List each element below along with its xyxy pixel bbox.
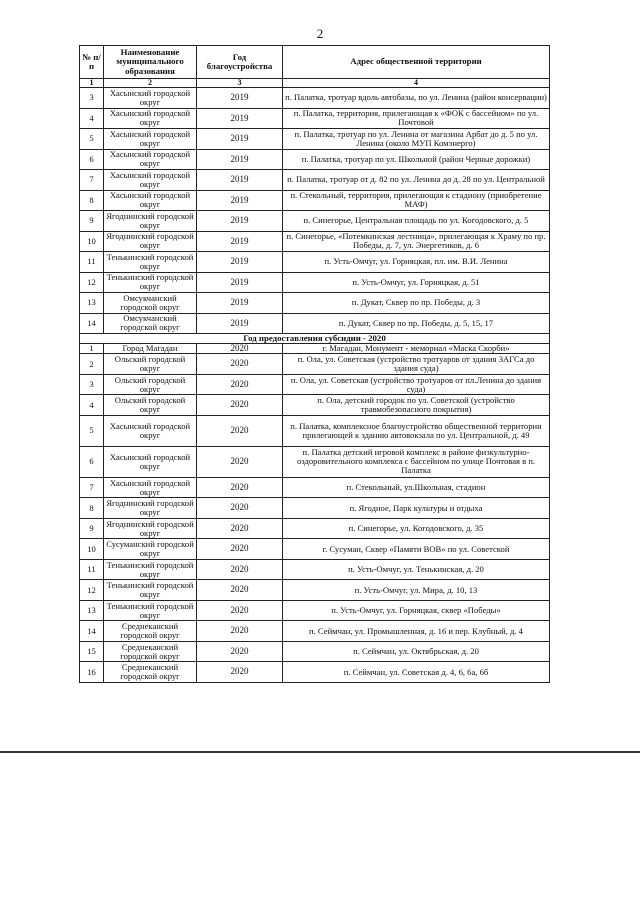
row-number: 12 <box>80 272 104 293</box>
row-number: 16 <box>80 662 104 683</box>
year-cell: 2020 <box>197 539 283 560</box>
header-row <box>80 46 550 79</box>
row-number: 10 <box>80 231 104 252</box>
table-row <box>80 477 550 498</box>
address-cell: п. Ола, детский городок по ул. Советской (устройство травмобезопасного покрытия) <box>283 395 550 416</box>
year-cell: 2020 <box>197 580 283 601</box>
municipality-cell: Омсукчанский городской округ <box>104 293 197 314</box>
table-row <box>80 293 550 314</box>
address-cell: п. Синегорье, Центральная площадь по ул. Когодовского, д. 5 <box>283 211 550 232</box>
table-row <box>80 231 550 252</box>
municipality-cell: Хасынский городской округ <box>104 129 197 150</box>
year-cell: 2020 <box>197 641 283 662</box>
municipality-cell: Хасынский городской округ <box>104 477 197 498</box>
table-row <box>80 272 550 293</box>
year-cell: 2019 <box>197 231 283 252</box>
row-number: 7 <box>80 170 104 191</box>
municipality-cell: Сусуманский городской округ <box>104 539 197 560</box>
public-territories-table <box>79 45 550 683</box>
year-cell: 2019 <box>197 129 283 150</box>
year-cell: 2020 <box>197 600 283 621</box>
table-row <box>80 211 550 232</box>
address-cell: г. Магадан, Монумент - мемориал «Маска Скорби» <box>283 344 550 354</box>
municipality-cell: Среднеканский городской округ <box>104 662 197 683</box>
year-cell: 2020 <box>197 415 283 446</box>
address-cell: п. Палатка, тротуар по ул. Ленина от магазина Арбат до д. 5 по ул. Ленина (около МУП Комэнерго) <box>283 129 550 150</box>
year-cell: 2019 <box>197 170 283 191</box>
address-cell: г. Сусуман, Сквер «Памяти ВОВ» по ул. Советской <box>283 539 550 560</box>
address-cell: п. Палатка, комплексное благоустройство общественной территории прилегающей к зданию автовокзала по ул. Центральной, д. 49 <box>283 415 550 446</box>
row-number: 11 <box>80 559 104 580</box>
row-number: 12 <box>80 580 104 601</box>
address-cell: п. Синегорье, ул. Когодовского, д. 35 <box>283 518 550 539</box>
row-number: 6 <box>80 446 104 477</box>
year-cell: 2019 <box>197 252 283 273</box>
address-cell: п. Дукат, Сквер по пр. Победы, д. 5, 15, 17 <box>283 313 550 334</box>
year-cell: 2020 <box>197 374 283 395</box>
municipality-cell: Ягоднинский городской округ <box>104 211 197 232</box>
municipality-cell: Хасынский городской округ <box>104 170 197 191</box>
address-cell: п. Дукат, Сквер по пр. Победы, д. 3 <box>283 293 550 314</box>
municipality-cell: Хасынский городской округ <box>104 149 197 170</box>
address-cell: п. Усть-Омчуг, ул. Горняцкая, пл. им. В.И. Ленина <box>283 252 550 273</box>
table-row <box>80 190 550 211</box>
year-cell: 2020 <box>197 518 283 539</box>
table-row <box>80 662 550 683</box>
column-number-row <box>80 79 550 88</box>
table-row <box>80 252 550 273</box>
row-number: 14 <box>80 621 104 642</box>
table-row <box>80 498 550 519</box>
address-cell: п. Сеймчан, ул. Промышленная, д. 16 и пер. Клубный, д. 4 <box>283 621 550 642</box>
row-number: 14 <box>80 313 104 334</box>
municipality-cell: Ольский городской округ <box>104 374 197 395</box>
column-number: 3 <box>197 79 283 88</box>
year-cell: 2020 <box>197 344 283 354</box>
address-cell: п. Ягодное, Парк культуры и отдыха <box>283 498 550 519</box>
column-number: 4 <box>283 79 550 88</box>
municipality-cell: Город Магадан <box>104 344 197 354</box>
municipality-cell: Ягоднинский городской округ <box>104 231 197 252</box>
row-number: 4 <box>80 395 104 416</box>
row-number: 11 <box>80 252 104 273</box>
municipality-cell: Омсукчанский городской округ <box>104 313 197 334</box>
row-number: 13 <box>80 293 104 314</box>
municipality-cell: Тенькинский городской округ <box>104 272 197 293</box>
table-row <box>80 88 550 109</box>
address-cell: п. Усть-Омчуг, ул. Горняцкая, сквер «Победы» <box>283 600 550 621</box>
address-cell: п. Сеймчан, ул. Октябрьская, д. 20 <box>283 641 550 662</box>
table-row <box>80 313 550 334</box>
municipality-cell: Ольский городской округ <box>104 354 197 375</box>
year-cell: 2020 <box>197 662 283 683</box>
page-divider <box>0 751 640 753</box>
address-cell: п. Стекольный, ул.Школьная, стадион <box>283 477 550 498</box>
table-row <box>80 600 550 621</box>
row-number: 8 <box>80 190 104 211</box>
municipality-cell: Хасынский городской округ <box>104 88 197 109</box>
year-cell: 2020 <box>197 395 283 416</box>
year-cell: 2019 <box>197 149 283 170</box>
municipality-cell: Ольский городской округ <box>104 395 197 416</box>
table-row <box>80 641 550 662</box>
row-number: 1 <box>80 344 104 354</box>
header-number: № п/п <box>80 46 104 79</box>
table-row <box>80 108 550 129</box>
municipality-cell: Тенькинский городской округ <box>104 252 197 273</box>
address-cell: п. Палатка, тротуар вдоль автобазы, по ул. Ленина (район консервации) <box>283 88 550 109</box>
table-row <box>80 539 550 560</box>
section-title: Год предоставления субсидии - 2020 <box>80 334 550 344</box>
address-cell: п. Палатка, территория, прилегающая к «ФОК с бассейном» по ул. Почтовой <box>283 108 550 129</box>
address-cell: п. Усть-Омчуг, ул. Тенькинская, д. 20 <box>283 559 550 580</box>
table-row <box>80 580 550 601</box>
table-row <box>80 395 550 416</box>
municipality-cell: Тенькинский городской округ <box>104 580 197 601</box>
municipality-cell: Ягоднинский городской округ <box>104 518 197 539</box>
address-cell: п. Синегорье, «Потемкинская лестница», прилегающая к Храму по пр. Победы, д. 7, ул. Энергетиков, д. 6 <box>283 231 550 252</box>
row-number: 5 <box>80 129 104 150</box>
municipality-cell: Хасынский городской округ <box>104 415 197 446</box>
column-number: 2 <box>104 79 197 88</box>
address-cell: п. Палатка детский игровой комплекс в районе физкультурно-оздоровительного комплекса с бассейном по улице Почтовая в п. Палатка <box>283 446 550 477</box>
year-cell: 2019 <box>197 88 283 109</box>
municipality-cell: Хасынский городской округ <box>104 190 197 211</box>
year-cell: 2019 <box>197 272 283 293</box>
table-row <box>80 354 550 375</box>
row-number: 9 <box>80 518 104 539</box>
rows-2020 <box>80 344 550 683</box>
municipality-cell: Хасынский городской округ <box>104 446 197 477</box>
address-cell: п. Сеймчан, ул. Советская д. 4, 6, 6а, 6б <box>283 662 550 683</box>
municipality-cell: Хасынский городской округ <box>104 108 197 129</box>
row-number: 10 <box>80 539 104 560</box>
row-number: 3 <box>80 374 104 395</box>
municipality-cell: Тенькинский городской округ <box>104 559 197 580</box>
year-cell: 2019 <box>197 211 283 232</box>
table-row <box>80 344 550 354</box>
municipality-cell: Среднеканский городской округ <box>104 641 197 662</box>
municipality-cell: Ягоднинский городской округ <box>104 498 197 519</box>
year-cell: 2020 <box>197 498 283 519</box>
page-number: 2 <box>316 26 324 41</box>
year-cell: 2020 <box>197 477 283 498</box>
section-2020 <box>80 334 550 344</box>
table-row <box>80 415 550 446</box>
row-number: 2 <box>80 354 104 375</box>
address-cell: п. Палатка, тротуар по ул. Школьной (район Черные дорожки) <box>283 149 550 170</box>
row-number: 4 <box>80 108 104 129</box>
address-cell: п. Усть-Омчуг, ул. Мира, д. 10, 13 <box>283 580 550 601</box>
row-number: 15 <box>80 641 104 662</box>
row-number: 3 <box>80 88 104 109</box>
address-cell: п. Палатка, тротуар от д. 82 по ул. Ленина до д. 28 по ул. Центральной <box>283 170 550 191</box>
row-number: 7 <box>80 477 104 498</box>
year-cell: 2019 <box>197 313 283 334</box>
municipality-cell: Тенькинский городской округ <box>104 600 197 621</box>
year-cell: 2019 <box>197 190 283 211</box>
municipality-cell: Среднеканский городской округ <box>104 621 197 642</box>
year-cell: 2019 <box>197 293 283 314</box>
table-row <box>80 621 550 642</box>
row-number: 13 <box>80 600 104 621</box>
address-cell: п. Стекольный, территория, прилегающая к стадиону (приобретение МАФ) <box>283 190 550 211</box>
column-number: 1 <box>80 79 104 88</box>
address-cell: п. Усть-Омчуг, ул. Горняцкая, д. 51 <box>283 272 550 293</box>
year-cell: 2020 <box>197 559 283 580</box>
row-number: 6 <box>80 149 104 170</box>
header-municipality: Наименование муниципального образования <box>104 46 197 79</box>
table-row <box>80 129 550 150</box>
address-cell: п. Ола, ул. Советская (устройство тротуаров от пл.Ленина до здания суда) <box>283 374 550 395</box>
year-cell: 2020 <box>197 446 283 477</box>
header-year: Год благоустройства <box>197 46 283 79</box>
table-row <box>80 446 550 477</box>
year-cell: 2019 <box>197 108 283 129</box>
table-row <box>80 559 550 580</box>
rows-2019 <box>80 88 550 334</box>
section-row <box>80 334 550 344</box>
table-row <box>80 170 550 191</box>
header-address: Адрес общественной территории <box>283 46 550 79</box>
row-number: 5 <box>80 415 104 446</box>
table-row <box>80 374 550 395</box>
address-cell: п. Ола, ул. Советская (устройство тротуаров от здания ЗАГСа до здания суда) <box>283 354 550 375</box>
year-cell: 2020 <box>197 621 283 642</box>
row-number: 8 <box>80 498 104 519</box>
year-cell: 2020 <box>197 354 283 375</box>
table-row <box>80 518 550 539</box>
table-row <box>80 149 550 170</box>
row-number: 9 <box>80 211 104 232</box>
